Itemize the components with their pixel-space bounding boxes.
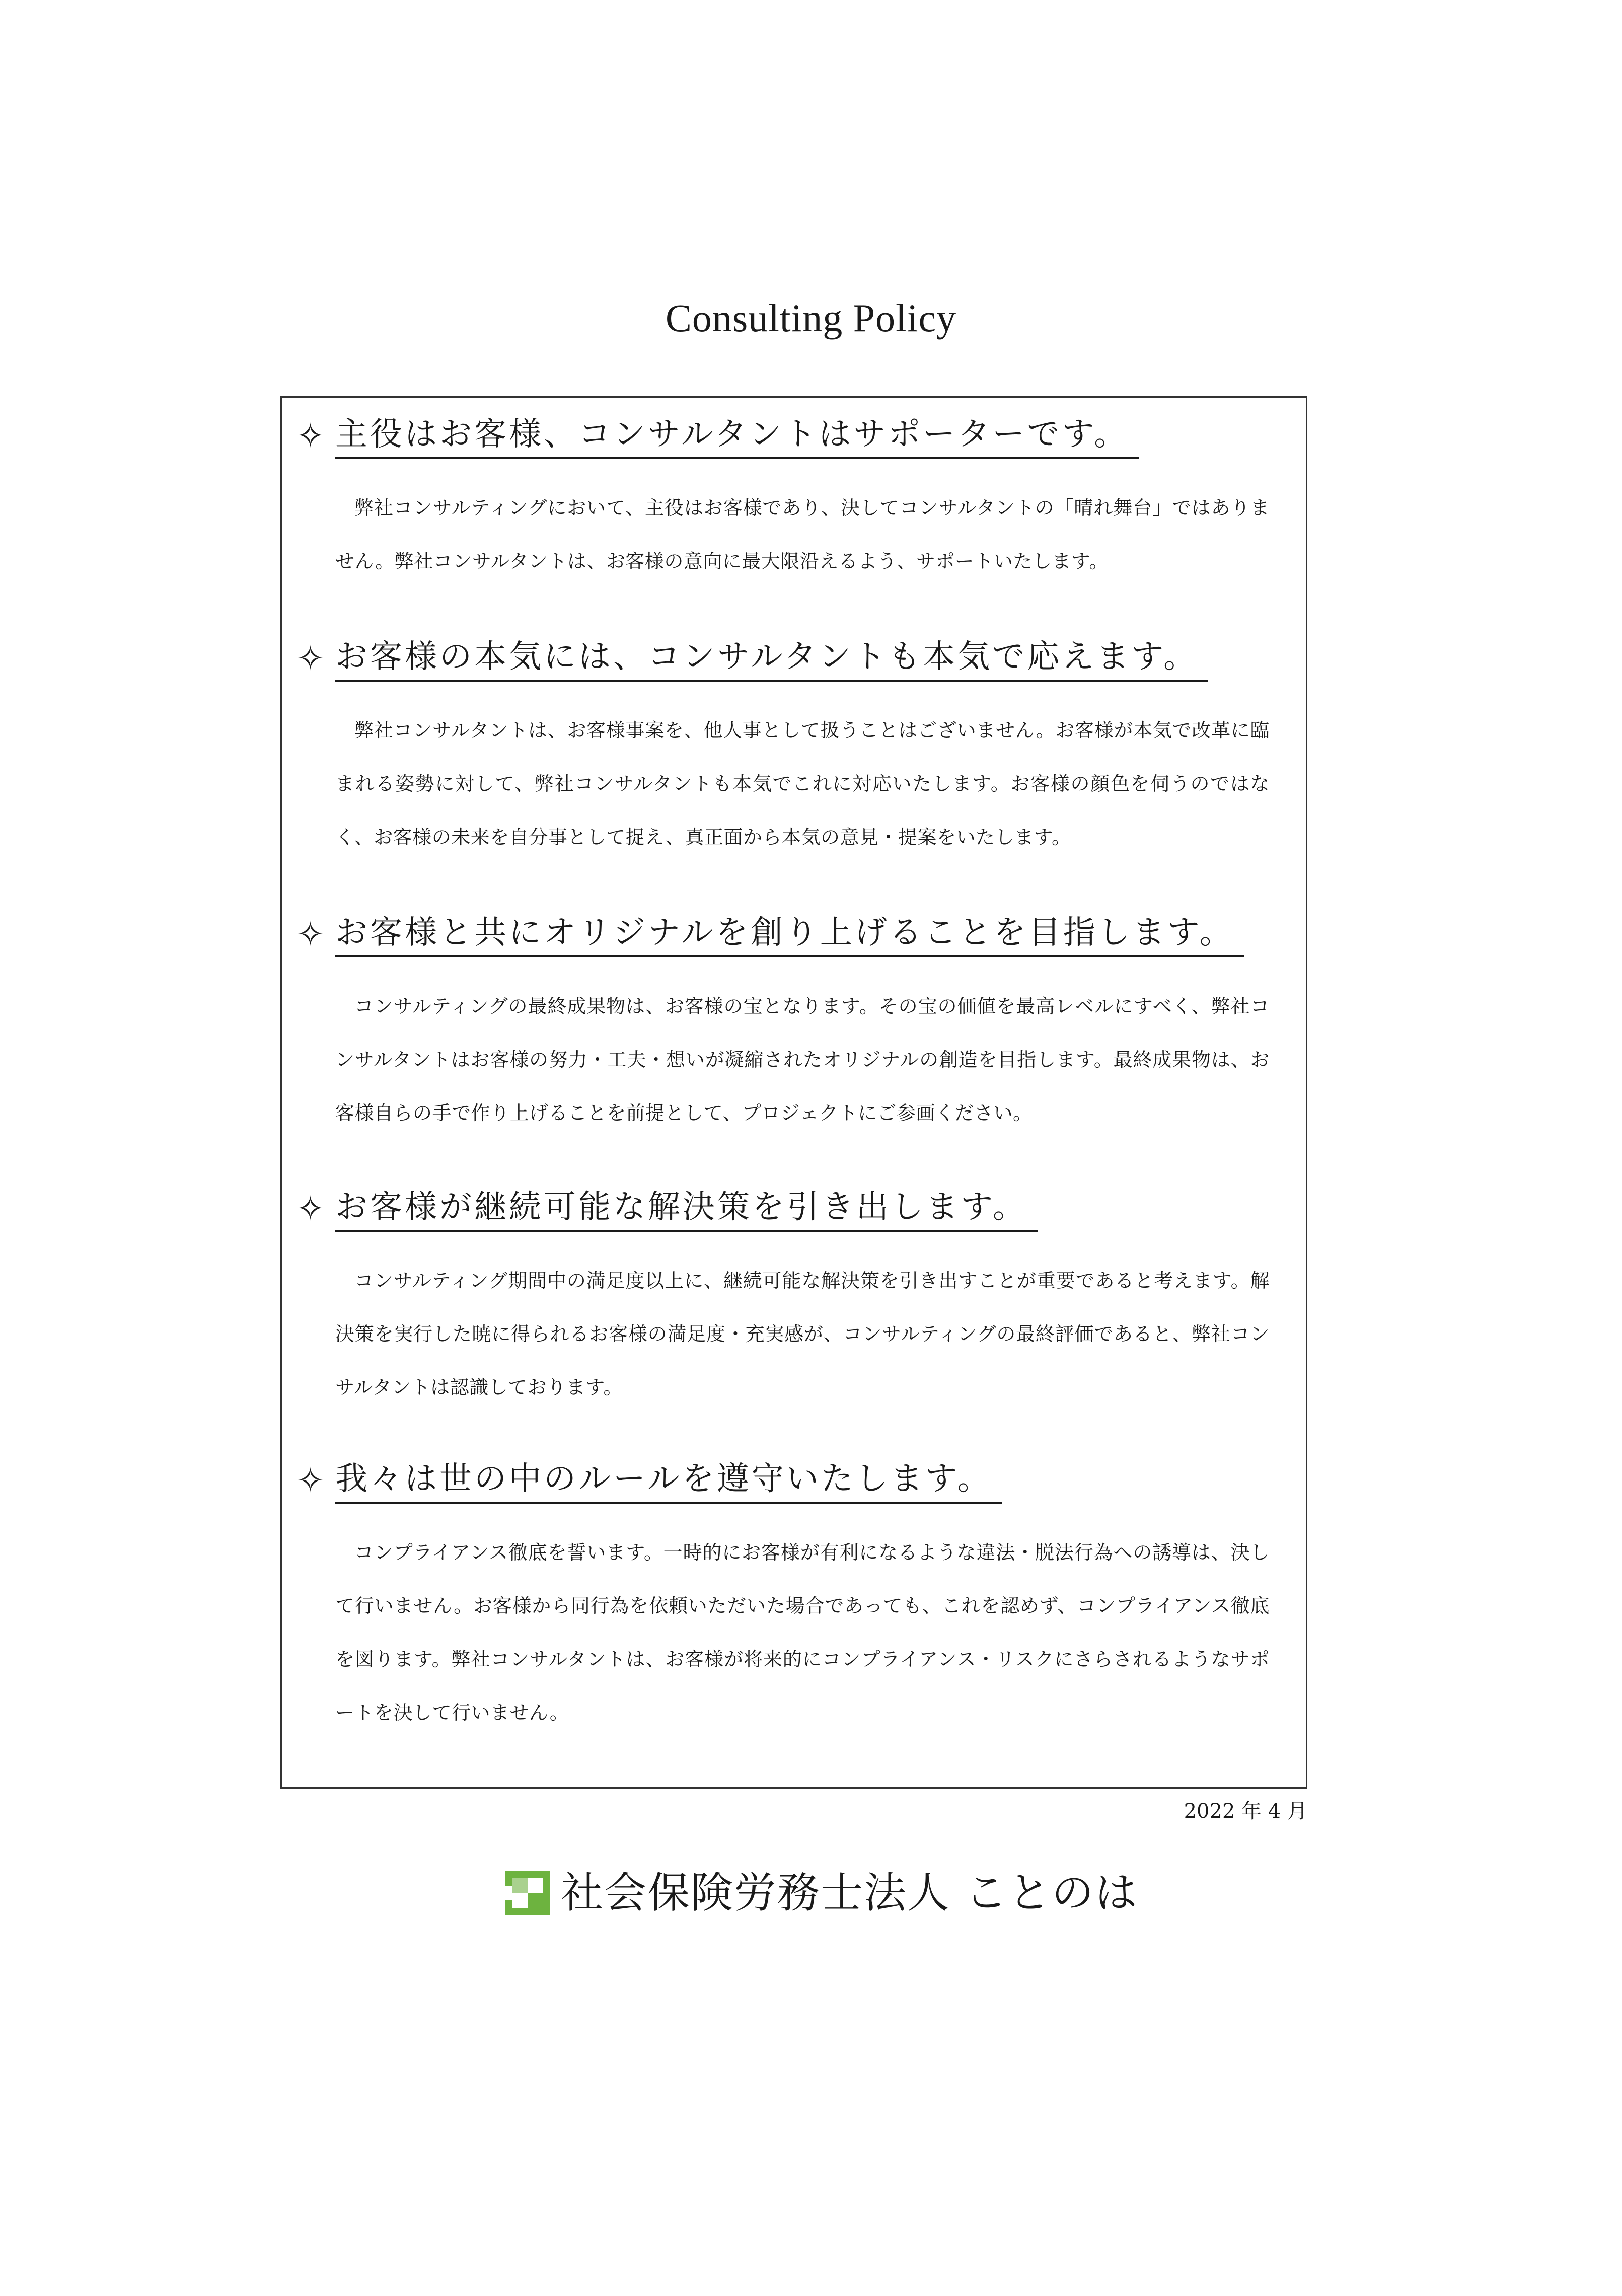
white-four-pointed-star-icon: ✧ <box>296 1461 325 1501</box>
white-four-pointed-star-icon: ✧ <box>296 915 325 954</box>
policy-heading: 我々は世の中のルールを遵守いたします。 <box>335 1456 1002 1504</box>
policy-heading: お客様の本気には、コンサルタントも本気で応えます。 <box>335 634 1208 682</box>
policy-body: コンサルティングの最終成果物は、お客様の宝となります。その宝の価値を最高レベルにすべく、弊社コンサルタントはお客様の努力・工夫・想いが凝縮されたオリジナルの創造を目指します。最終成果物は、お客様自らの手で作り上げることを前提として、プロジェクトにご参画ください。 <box>335 995 1270 1124</box>
policy-section-1 <box>282 412 1306 572</box>
policy-body: 弊社コンサルティングにおいて、主役はお客様であり、決してコンサルタントの「晴れ舞台」ではありません。弊社コンサルタントは、お客様の意向に最大限沿えるよう、サポートいたします。 <box>335 497 1270 572</box>
white-four-pointed-star-icon: ✧ <box>296 1189 325 1229</box>
policy-section-2 <box>282 634 1306 848</box>
white-four-pointed-star-icon: ✧ <box>296 416 325 456</box>
policy-heading: お客様が継続可能な解決策を引き出します。 <box>335 1184 1038 1232</box>
policy-body: コンサルティング期間中の満足度以上に、継続可能な解決策を引き出すことが重要であると考えます。解決策を実行した暁に得られるお客様の満足度・充実感が、コンサルティングの最終評価であると、弊社コンサルタントは認識しております。 <box>335 1270 1270 1398</box>
page-title: Consulting Policy <box>665 296 957 340</box>
policy-box <box>280 396 1307 1789</box>
policy-section-4 <box>282 1184 1306 1398</box>
policy-body: コンプライアンス徹底を誓います。一時的にお客様が有利になるような違法・脱法行為への誘導は、決して行いません。お客様から同行為を依頼いただいた場合であっても、これを認めず、コンプライアンス徹底を図ります。弊社コンサルタントは、お客様が将来的にコンプライアンス・リスクにさらされるようなサポートを決して行いません。 <box>335 1541 1270 1724</box>
green-square-logo-icon <box>505 1871 550 1915</box>
policy-heading: お客様と共にオリジナルを創り上げることを目指します。 <box>335 910 1244 957</box>
policy-body: 弊社コンサルタントは、お客様事案を、他人事として扱うことはございません。お客様が本気で改革に臨まれる姿勢に対して、弊社コンサルタントも本気でこれに対応いたします。お客様の顔色を伺うのではなく、お客様の未来を自分事として捉え、真正面から本気の意見・提案をいたします。 <box>335 719 1270 848</box>
company-logo <box>505 1868 1138 1918</box>
organization-name: 社会保険労務士法人 ことのは <box>561 1868 1138 1917</box>
white-four-pointed-star-icon: ✧ <box>296 639 325 679</box>
policy-section-5 <box>282 1456 1306 1724</box>
policy-section-3 <box>282 910 1306 1124</box>
issue-date: 2022 年 4 月 <box>1184 1800 1307 1823</box>
policy-heading: 主役はお客様、コンサルタントはサポーターです。 <box>335 412 1139 459</box>
